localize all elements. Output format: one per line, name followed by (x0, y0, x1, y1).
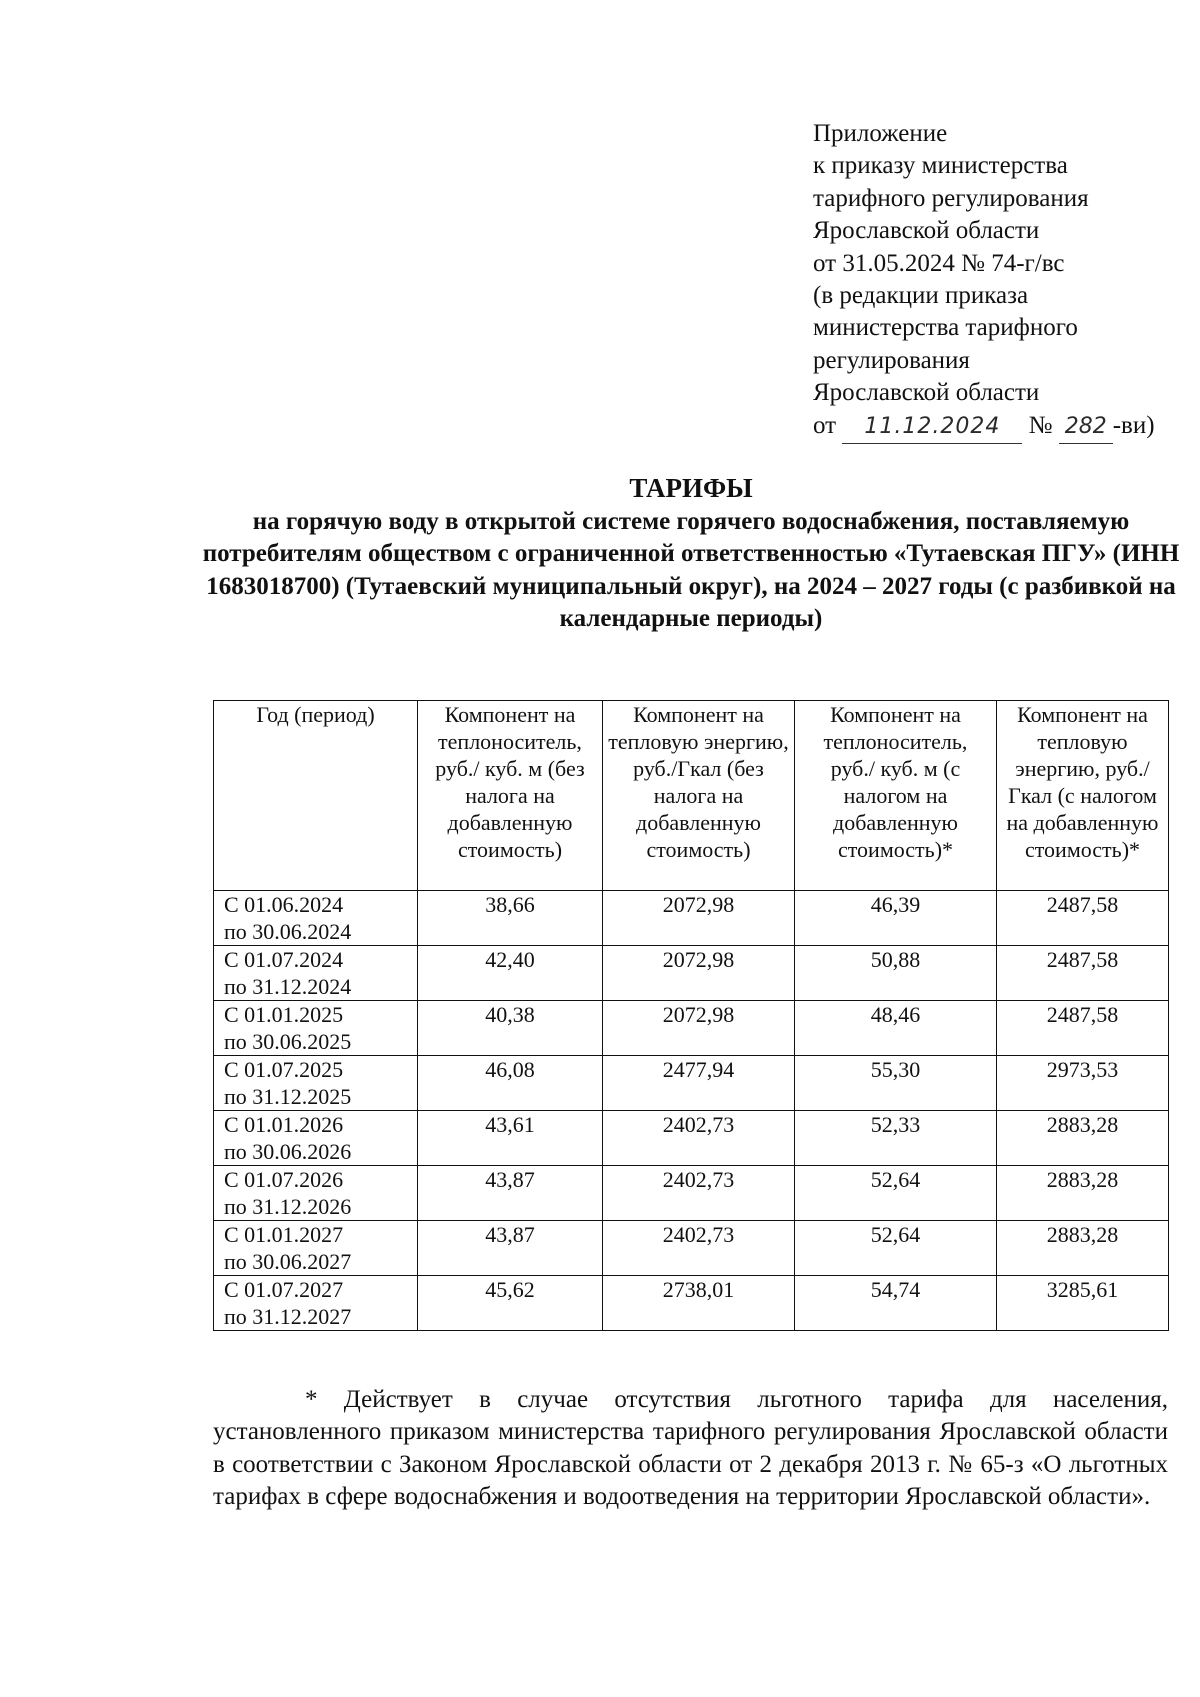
coolant-no-vat-cell: 46,08 (418, 1056, 603, 1111)
period-from: С 01.07.2027 (224, 1277, 344, 1302)
coolant-vat-cell: 55,30 (795, 1056, 997, 1111)
footnote (213, 1384, 1168, 1514)
period-to: по 30.06.2025 (224, 1029, 352, 1054)
table-row (214, 1276, 1169, 1331)
period-to: по 31.12.2026 (224, 1194, 352, 1219)
table-row (214, 1111, 1169, 1166)
period-from: С 01.07.2025 (224, 1057, 344, 1082)
appendix-from-label: от (813, 411, 837, 439)
column-header-coolant-vat: Компонент на теплоноситель, руб./ куб. м (с налогом на добавленную стоимость)* (795, 701, 997, 891)
appendix-header (813, 118, 1155, 444)
appendix-last-line (813, 410, 1155, 444)
table-row (214, 1221, 1169, 1276)
coolant-no-vat-cell: 38,66 (418, 891, 603, 946)
coolant-no-vat-cell: 43,87 (418, 1166, 603, 1221)
document-title-block (200, 470, 1182, 636)
appendix-line: к приказу министерства (813, 152, 1068, 180)
period-to: по 30.06.2024 (224, 919, 352, 944)
table-row (214, 946, 1169, 1001)
period-to: по 31.12.2024 (224, 974, 352, 999)
energy-no-vat-cell: 2402,73 (603, 1166, 795, 1221)
coolant-vat-cell: 54,74 (795, 1276, 997, 1331)
energy-no-vat-cell: 2738,01 (603, 1276, 795, 1331)
coolant-no-vat-cell: 43,61 (418, 1111, 603, 1166)
energy-vat-cell: 2487,58 (997, 1001, 1169, 1056)
document-subtitle: на горячую воду в открытой системе горячего водоснабжения, поставляемую потребителям обществом с ограниченной ответственностью «Тутаевская ПГУ» (ИНН 1683018700) (Тутаевский муниципальный округ), на 2024 – 2027 годы (с разбивкой на календарные периоды) (202, 508, 1180, 633)
energy-vat-cell: 2973,53 (997, 1056, 1169, 1111)
coolant-vat-cell: 52,64 (795, 1221, 997, 1276)
coolant-vat-cell: 46,39 (795, 891, 997, 946)
period-from: С 01.01.2026 (224, 1112, 344, 1137)
energy-vat-cell: 2487,58 (997, 946, 1169, 1001)
coolant-vat-cell: 48,46 (795, 1001, 997, 1056)
period-cell (214, 1111, 418, 1166)
period-cell (214, 1276, 418, 1331)
table-row (214, 1166, 1169, 1221)
appendix-line: Ярославской области (813, 217, 1040, 245)
table-row (214, 1056, 1169, 1111)
period-from: С 01.01.2027 (224, 1222, 344, 1247)
appendix-line: (в редакции приказа (813, 282, 1029, 310)
coolant-no-vat-cell: 45,62 (418, 1276, 603, 1331)
energy-no-vat-cell: 2072,98 (603, 1001, 795, 1056)
period-to: по 30.06.2026 (224, 1139, 352, 1164)
period-from: С 01.07.2024 (224, 947, 344, 972)
table-row (214, 891, 1169, 946)
period-cell (214, 1221, 418, 1276)
period-cell (214, 1166, 418, 1221)
period-to: по 31.12.2025 (224, 1084, 352, 1109)
energy-no-vat-cell: 2477,94 (603, 1056, 795, 1111)
appendix-line: от 31.05.2024 № 74-г/вс (813, 249, 1065, 277)
energy-no-vat-cell: 2402,73 (603, 1111, 795, 1166)
footnote-text: * Действует в случае отсутствия льготного тарифа для населения, установленного приказом министерства тарифного регулирования Ярославской области в соответствии с Законом Ярославской области от 2 декабря 2013 г. № 65-з «О льготных тарифах в сфере водоснабжения и водоотведения на территории Ярославской области». (213, 1386, 1168, 1511)
tariff-table (213, 700, 1169, 1331)
period-from: С 01.07.2026 (224, 1167, 344, 1192)
coolant-no-vat-cell: 43,87 (418, 1221, 603, 1276)
coolant-vat-cell: 52,33 (795, 1111, 997, 1166)
table-row (214, 1001, 1169, 1056)
energy-no-vat-cell: 2072,98 (603, 946, 795, 1001)
energy-vat-cell: 2487,58 (997, 891, 1169, 946)
energy-vat-cell: 2883,28 (997, 1166, 1169, 1221)
period-cell (214, 891, 418, 946)
energy-vat-cell: 3285,61 (997, 1276, 1169, 1331)
column-header-period: Год (период) (214, 701, 418, 891)
period-from: С 01.01.2025 (224, 1002, 344, 1027)
coolant-vat-cell: 52,64 (795, 1166, 997, 1221)
coolant-vat-cell: 50,88 (795, 946, 997, 1001)
appendix-suffix: -ви) (1112, 411, 1155, 439)
energy-no-vat-cell: 2072,98 (603, 891, 795, 946)
appendix-line: тарифного регулирования (813, 184, 1089, 212)
number-sign: № (1028, 411, 1053, 439)
period-to: по 30.06.2027 (224, 1249, 352, 1274)
table-header-row (214, 701, 1169, 891)
period-from: С 01.06.2024 (224, 892, 344, 917)
appendix-line: Ярославской области (813, 379, 1040, 407)
document-title: ТАРИФЫ (629, 473, 753, 503)
energy-vat-cell: 2883,28 (997, 1221, 1169, 1276)
coolant-no-vat-cell: 40,38 (418, 1001, 603, 1056)
energy-no-vat-cell: 2402,73 (603, 1221, 795, 1276)
handwritten-date: 11.12.2024 (842, 411, 1022, 444)
coolant-no-vat-cell: 42,40 (418, 946, 603, 1001)
handwritten-number: 282 (1059, 411, 1113, 444)
column-header-energy-no-vat: Компонент на тепловую энергию, руб./Гкал (без налога на добавленную стоимость) (603, 701, 795, 891)
period-to: по 31.12.2027 (224, 1304, 352, 1329)
column-header-coolant-no-vat: Компонент на теплоноситель, руб./ куб. м (без налога на добавленную стоимость) (418, 701, 603, 891)
appendix-line: регулирования (813, 346, 970, 374)
energy-vat-cell: 2883,28 (997, 1111, 1169, 1166)
column-header-energy-vat: Компонент на тепловую энергию, руб./Гкал (с налогом на добавленную стоимость)* (997, 701, 1169, 891)
appendix-line: Приложение (813, 120, 948, 147)
period-cell (214, 946, 418, 1001)
period-cell (214, 1056, 418, 1111)
appendix-line: министерства тарифного (813, 314, 1078, 342)
period-cell (214, 1001, 418, 1056)
